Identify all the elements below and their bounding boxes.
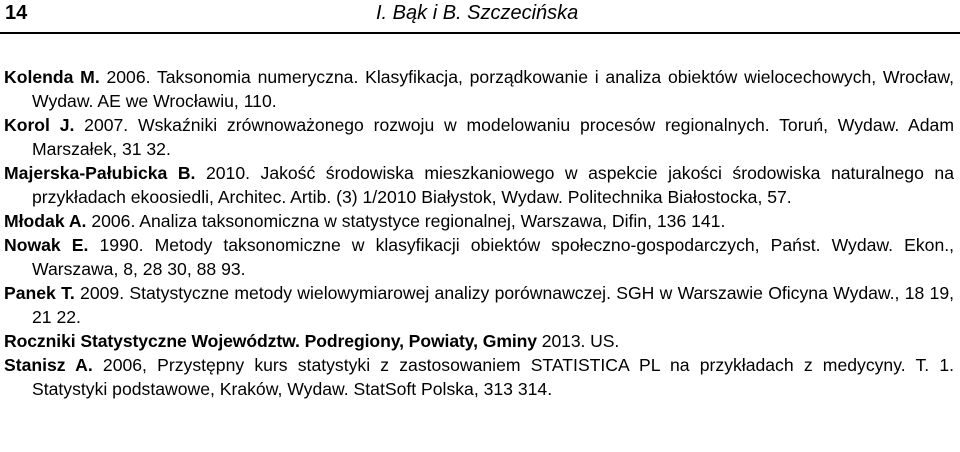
reference-author: Młodak A.: [4, 211, 87, 231]
reference-author: Roczniki Statystyczne Województw. Podregiony, Powiaty, Gminy: [4, 331, 537, 351]
reference-entry: [0, 353, 954, 401]
reference-author: Stanisz A.: [4, 355, 93, 375]
reference-entry: [0, 65, 954, 113]
reference-author: Korol J.: [4, 115, 75, 135]
page-number: 14: [5, 2, 28, 24]
reference-entry: [0, 281, 954, 329]
reference-author: Panek T.: [4, 283, 75, 303]
reference-details: 2007. Wskaźniki zrównoważonego rozwoju w modelowaniu procesów regionalnych. Toruń, Wydaw. Adam Marszałek, 31 32.: [32, 115, 954, 159]
reference-details: 2009. Statystyczne metody wielowymiarowej analizy porównawczej. SGH w Warszawie Oficyna Wydaw., 18 19, 21 22.: [32, 283, 954, 327]
page-header: [0, 0, 960, 30]
reference-list: [0, 65, 954, 401]
reference-author: Kolenda M.: [4, 67, 100, 87]
reference-details: 2006. Taksonomia numeryczna. Klasyfikacja, porządkowanie i analiza obiektów wielocechowych, Wrocław, Wydaw. AE we Wrocławiu, 110.: [32, 67, 954, 111]
reference-entry: [0, 161, 954, 209]
reference-details: 1990. Metody taksonomiczne w klasyfikacji obiektów społeczno-gospodarczych, Państ. Wydaw. Ekon., Warszawa, 8, 28 30, 88 93.: [32, 235, 955, 279]
reference-details: 2010. Jakość środowiska mieszkaniowego w aspekcie jakości środowiska naturalnego na przykładach ekoosiedli, Architec. Artib. (3) 1/2010 Białystok, Wydaw. Politechnika Białostocka, 57.: [32, 163, 954, 207]
reference-author: Nowak E.: [4, 235, 89, 255]
reference-entry: [0, 233, 954, 281]
reference-author: Majerska-Pałubicka B.: [4, 163, 196, 183]
reference-details: 2013. US.: [536, 331, 620, 351]
reference-details: 2006, Przystępny kurs statystyki z zastosowaniem STATISTICA PL na przykładach z medycyny. T. 1. Statystyki podstawowe, Kraków, Wydaw. StatSoft Polska, 313 314.: [32, 355, 954, 399]
header-rule: [0, 32, 960, 34]
reference-entry: [0, 329, 954, 353]
reference-entry: [0, 209, 954, 233]
reference-entry: [0, 113, 954, 161]
reference-details: 2006. Analiza taksonomiczna w statystyce regionalnej, Warszawa, Difin, 136 141.: [86, 211, 726, 231]
running-title: I. Bąk i B. Szczecińska: [376, 2, 579, 24]
